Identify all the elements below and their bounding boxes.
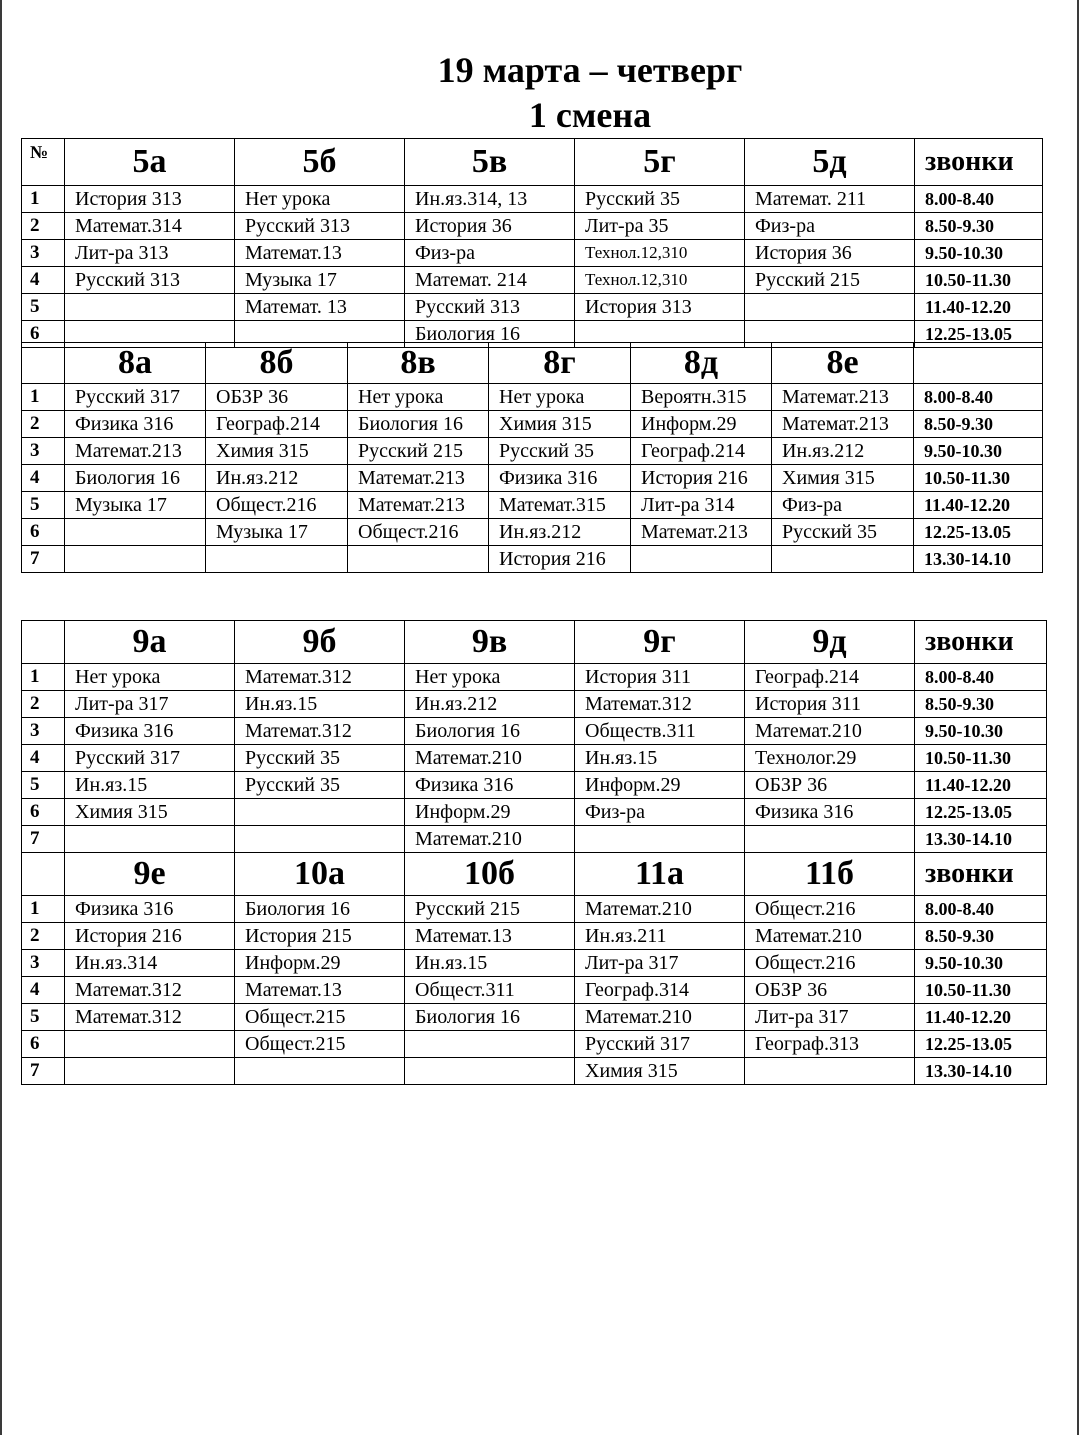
bell-time: 11.40-12.20 [915, 772, 1047, 799]
class-header: 5г [575, 139, 745, 186]
lesson-cell: Физ-ра [405, 240, 575, 267]
table-row [22, 519, 1043, 546]
lesson-number: 4 [22, 465, 65, 492]
bell-time: 9.50-10.30 [914, 438, 1043, 465]
bell-time: 10.50-11.30 [914, 465, 1043, 492]
lesson-cell: Ин.яз.15 [235, 691, 405, 718]
lesson-cell: Математ.210 [745, 923, 915, 950]
lesson-cell: Физ-ра [575, 799, 745, 826]
lesson-cell: История 313 [575, 294, 745, 321]
lesson-cell: Математ.213 [772, 384, 914, 411]
lesson-number: 7 [22, 826, 65, 853]
lesson-cell: Физ-ра [772, 492, 914, 519]
lesson-cell: История 216 [489, 546, 631, 573]
lesson-number: 1 [22, 896, 65, 923]
lesson-cell: Биология 16 [405, 321, 575, 348]
class-header: 8д [631, 343, 772, 384]
bell-time: 10.50-11.30 [915, 267, 1043, 294]
bell-time: 9.50-10.30 [915, 240, 1043, 267]
lesson-cell [206, 546, 348, 573]
lesson-cell: Лит-ра 313 [65, 240, 235, 267]
lesson-number: 7 [22, 1058, 65, 1085]
lesson-cell: Ин.яз.15 [575, 745, 745, 772]
lesson-cell: Математ.210 [575, 1004, 745, 1031]
lesson-cell: Физика 316 [489, 465, 631, 492]
lesson-cell: Математ.312 [65, 977, 235, 1004]
lesson-number: 1 [22, 186, 65, 213]
table-row [22, 896, 1047, 923]
class-header: 9д [745, 621, 915, 664]
lesson-cell: Химия 315 [65, 799, 235, 826]
lesson-cell: Химия 315 [575, 1058, 745, 1085]
lesson-cell: Лит-ра 317 [65, 691, 235, 718]
table-row [22, 492, 1043, 519]
lesson-cell: Русский 215 [405, 896, 575, 923]
bells-column-header [914, 343, 1043, 384]
class-header: 11а [575, 853, 745, 896]
lesson-number: 6 [22, 799, 65, 826]
lesson-cell: История 216 [631, 465, 772, 492]
lesson-cell: Нет урока [489, 384, 631, 411]
class-header: 8а [65, 343, 206, 384]
lesson-cell: Математ.312 [65, 1004, 235, 1031]
lesson-cell: Географ.313 [745, 1031, 915, 1058]
class-header: 9б [235, 621, 405, 664]
lesson-cell: Нет урока [235, 186, 405, 213]
lesson-cell: Русский 35 [235, 772, 405, 799]
page-title-shift: 1 смена [528, 95, 652, 135]
lesson-number: 4 [22, 745, 65, 772]
lesson-cell [65, 826, 235, 853]
lesson-cell: Ин.яз.212 [772, 438, 914, 465]
bell-time: 12.25-13.05 [915, 321, 1043, 348]
table-row [22, 1004, 1047, 1031]
lesson-cell [65, 546, 206, 573]
bells-column-header: звонки [915, 621, 1047, 664]
lesson-cell: Математ.312 [235, 718, 405, 745]
lesson-cell [745, 1058, 915, 1085]
lesson-cell: Вероятн.315 [631, 384, 772, 411]
lesson-cell: Биология 16 [348, 411, 489, 438]
table-row [22, 718, 1047, 745]
lesson-cell: Общест.215 [235, 1004, 405, 1031]
number-column-header [22, 621, 65, 664]
table-row [22, 186, 1043, 213]
lesson-cell [631, 546, 772, 573]
schedule-table-grade-8 [21, 342, 1043, 573]
bell-time: 12.25-13.05 [914, 519, 1043, 546]
lesson-cell: Ин.яз.314 [65, 950, 235, 977]
lesson-cell: Биология 16 [235, 896, 405, 923]
table-row [22, 799, 1047, 826]
lesson-cell [65, 519, 206, 546]
lesson-cell [235, 799, 405, 826]
bell-time: 10.50-11.30 [915, 977, 1047, 1004]
lesson-cell: Математ.312 [575, 691, 745, 718]
lesson-cell: Ин.яз.15 [405, 950, 575, 977]
bell-time: 8.50-9.30 [914, 411, 1043, 438]
lesson-cell: Географ.214 [631, 438, 772, 465]
table-row [22, 438, 1043, 465]
bell-time: 11.40-12.20 [915, 294, 1043, 321]
lesson-cell: История 313 [65, 186, 235, 213]
lesson-cell: Физика 316 [65, 411, 206, 438]
lesson-cell: История 36 [405, 213, 575, 240]
table-row [22, 294, 1043, 321]
bell-time: 8.50-9.30 [915, 213, 1043, 240]
lesson-cell: Математ.210 [405, 826, 575, 853]
lesson-cell: Физика 316 [65, 896, 235, 923]
lesson-cell: Общест.216 [745, 950, 915, 977]
lesson-number: 4 [22, 267, 65, 294]
bell-time: 12.25-13.05 [915, 1031, 1047, 1058]
table-row [22, 465, 1043, 492]
bell-time: 8.00-8.40 [915, 664, 1047, 691]
lesson-cell: Географ.214 [745, 664, 915, 691]
table-row [22, 977, 1047, 1004]
lesson-number: 1 [22, 664, 65, 691]
class-header: 9г [575, 621, 745, 664]
lesson-cell: Информ.29 [631, 411, 772, 438]
lesson-cell: Русский 215 [348, 438, 489, 465]
lesson-cell: Обществ.311 [575, 718, 745, 745]
schedule-table-grade-5 [21, 138, 1043, 348]
class-header: 5д [745, 139, 915, 186]
lesson-cell [745, 294, 915, 321]
class-header: 10б [405, 853, 575, 896]
bell-time: 9.50-10.30 [915, 718, 1047, 745]
lesson-cell: Математ.210 [575, 896, 745, 923]
lesson-cell [235, 1058, 405, 1085]
lesson-cell [235, 826, 405, 853]
class-header: 5а [65, 139, 235, 186]
lesson-cell: Физика 316 [405, 772, 575, 799]
bell-time: 12.25-13.05 [915, 799, 1047, 826]
lesson-cell: Математ.213 [631, 519, 772, 546]
lesson-cell [575, 826, 745, 853]
bell-time: 13.30-14.10 [915, 826, 1047, 853]
lesson-number: 3 [22, 438, 65, 465]
lesson-cell: Ин.яз.212 [489, 519, 631, 546]
number-column-header [22, 343, 65, 384]
lesson-number: 7 [22, 546, 65, 573]
table-row [22, 923, 1047, 950]
table-row [22, 826, 1047, 853]
table-header-row [22, 139, 1043, 186]
bell-time: 8.50-9.30 [915, 691, 1047, 718]
bell-time: 8.00-8.40 [915, 186, 1043, 213]
lesson-cell: Математ.13 [235, 240, 405, 267]
lesson-cell: История 215 [235, 923, 405, 950]
lesson-cell: Физика 316 [65, 718, 235, 745]
lesson-cell: ОБЗР 36 [745, 772, 915, 799]
lesson-number: 1 [22, 384, 65, 411]
bells-column-header: звонки [915, 139, 1043, 186]
lesson-cell: Общест.215 [235, 1031, 405, 1058]
lesson-cell: Русский 317 [575, 1031, 745, 1058]
table-row [22, 384, 1043, 411]
table-row [22, 1031, 1047, 1058]
lesson-cell: История 36 [745, 240, 915, 267]
lesson-number: 2 [22, 213, 65, 240]
class-header: 8г [489, 343, 631, 384]
table-row [22, 950, 1047, 977]
bell-time: 13.30-14.10 [915, 1058, 1047, 1085]
lesson-number: 6 [22, 321, 65, 348]
lesson-number: 5 [22, 294, 65, 321]
lesson-cell: Математ.210 [745, 718, 915, 745]
lesson-cell: Математ. 211 [745, 186, 915, 213]
lesson-cell: Биология 16 [405, 718, 575, 745]
lesson-cell: Химия 315 [489, 411, 631, 438]
lesson-cell: Географ.214 [206, 411, 348, 438]
lesson-cell: Математ.315 [489, 492, 631, 519]
lesson-number: 5 [22, 772, 65, 799]
lesson-cell: Математ.213 [65, 438, 206, 465]
lesson-number: 5 [22, 1004, 65, 1031]
schedule-table-grade-9 [21, 620, 1047, 853]
lesson-cell: Ин.яз.314, 13 [405, 186, 575, 213]
lesson-cell: Химия 315 [206, 438, 348, 465]
lesson-cell: Нет урока [405, 664, 575, 691]
lesson-cell: Русский 215 [745, 267, 915, 294]
lesson-cell: Информ.29 [235, 950, 405, 977]
class-header: 10а [235, 853, 405, 896]
lesson-cell: Технолог.29 [745, 745, 915, 772]
class-header: 5в [405, 139, 575, 186]
lesson-cell: ОБЗР 36 [206, 384, 348, 411]
class-header: 8б [206, 343, 348, 384]
lesson-cell: Русский 317 [65, 745, 235, 772]
class-header: 5б [235, 139, 405, 186]
lesson-cell [745, 826, 915, 853]
lesson-cell: Биология 16 [65, 465, 206, 492]
class-header: 8в [348, 343, 489, 384]
table-row [22, 664, 1047, 691]
lesson-cell: Лит-ра 317 [575, 950, 745, 977]
lesson-cell: Русский 313 [235, 213, 405, 240]
lesson-cell: Математ.312 [235, 664, 405, 691]
lesson-cell [65, 294, 235, 321]
lesson-cell [405, 1058, 575, 1085]
lesson-cell: Общест.311 [405, 977, 575, 1004]
lesson-cell: История 216 [65, 923, 235, 950]
table-header-row [22, 621, 1047, 664]
table-row [22, 1058, 1047, 1085]
table-row [22, 546, 1043, 573]
lesson-cell: Русский 35 [489, 438, 631, 465]
table-row [22, 691, 1047, 718]
lesson-cell: Общест.216 [745, 896, 915, 923]
lesson-cell [772, 546, 914, 573]
lesson-cell [405, 1031, 575, 1058]
table-row [22, 745, 1047, 772]
lesson-number: 2 [22, 411, 65, 438]
bell-time: 11.40-12.20 [914, 492, 1043, 519]
bell-time: 10.50-11.30 [915, 745, 1047, 772]
lesson-cell: Музыка 17 [206, 519, 348, 546]
table-row [22, 267, 1043, 294]
class-header: 9в [405, 621, 575, 664]
class-header: 8е [772, 343, 914, 384]
bells-column-header: звонки [915, 853, 1047, 896]
table-row [22, 411, 1043, 438]
lesson-number: 6 [22, 519, 65, 546]
lesson-cell: История 311 [745, 691, 915, 718]
bell-time: 8.00-8.40 [915, 896, 1047, 923]
class-header: 11б [745, 853, 915, 896]
schedule-table-grade-10-11 [21, 852, 1047, 1085]
lesson-cell [348, 546, 489, 573]
bell-time: 8.00-8.40 [914, 384, 1043, 411]
lesson-cell: Лит-ра 317 [745, 1004, 915, 1031]
lesson-cell: Технол.12,310 [575, 240, 745, 267]
lesson-cell: Ин.яз.212 [405, 691, 575, 718]
lesson-cell: ОБЗР 36 [745, 977, 915, 1004]
lesson-cell: Математ.13 [235, 977, 405, 1004]
table-row [22, 213, 1043, 240]
lesson-cell: Технол.12,310 [575, 267, 745, 294]
bell-time: 11.40-12.20 [915, 1004, 1047, 1031]
table-header-row [22, 853, 1047, 896]
lesson-cell: Географ.314 [575, 977, 745, 1004]
lesson-cell [65, 1031, 235, 1058]
lesson-cell: Математ.210 [405, 745, 575, 772]
lesson-cell: Нет урока [348, 384, 489, 411]
lesson-cell: Нет урока [65, 664, 235, 691]
table-header-row [22, 343, 1043, 384]
lesson-cell: Общест.216 [348, 519, 489, 546]
lesson-cell [65, 1058, 235, 1085]
lesson-cell: Русский 317 [65, 384, 206, 411]
lesson-cell: Музыка 17 [235, 267, 405, 294]
lesson-cell: Математ.213 [772, 411, 914, 438]
bell-time: 9.50-10.30 [915, 950, 1047, 977]
lesson-cell: Русский 313 [65, 267, 235, 294]
number-column-header: № [22, 139, 65, 186]
lesson-cell: Биология 16 [405, 1004, 575, 1031]
lesson-cell: Русский 35 [575, 186, 745, 213]
lesson-number: 6 [22, 1031, 65, 1058]
lesson-cell: Ин.яз.212 [206, 465, 348, 492]
lesson-cell: Математ.13 [405, 923, 575, 950]
lesson-cell: Физ-ра [745, 213, 915, 240]
class-header: 9а [65, 621, 235, 664]
lesson-number: 2 [22, 691, 65, 718]
lesson-number: 3 [22, 950, 65, 977]
page-title-date: 19 марта – четверг [437, 50, 743, 90]
lesson-number: 5 [22, 492, 65, 519]
bell-time: 13.30-14.10 [914, 546, 1043, 573]
lesson-cell: Музыка 17 [65, 492, 206, 519]
lesson-cell: Ин.яз.15 [65, 772, 235, 799]
lesson-cell: Математ.213 [348, 465, 489, 492]
number-column-header [22, 853, 65, 896]
lesson-cell: Информ.29 [575, 772, 745, 799]
lesson-cell: Математ.314 [65, 213, 235, 240]
lesson-cell: Химия 315 [772, 465, 914, 492]
lesson-number: 2 [22, 923, 65, 950]
lesson-cell: Русский 313 [405, 294, 575, 321]
lesson-cell: Лит-ра 35 [575, 213, 745, 240]
lesson-cell: Математ. 214 [405, 267, 575, 294]
lesson-cell: Ин.яз.211 [575, 923, 745, 950]
lesson-cell: Общест.216 [206, 492, 348, 519]
lesson-cell: Информ.29 [405, 799, 575, 826]
lesson-cell: Физика 316 [745, 799, 915, 826]
lesson-number: 4 [22, 977, 65, 1004]
lesson-cell: Лит-ра 314 [631, 492, 772, 519]
lesson-cell: Русский 35 [235, 745, 405, 772]
lesson-cell: Математ.213 [348, 492, 489, 519]
table-row [22, 772, 1047, 799]
bell-time: 8.50-9.30 [915, 923, 1047, 950]
table-row [22, 240, 1043, 267]
lesson-cell: История 311 [575, 664, 745, 691]
lesson-number: 3 [22, 718, 65, 745]
class-header: 9е [65, 853, 235, 896]
lesson-cell: Русский 35 [772, 519, 914, 546]
lesson-cell: Математ. 13 [235, 294, 405, 321]
lesson-number: 3 [22, 240, 65, 267]
